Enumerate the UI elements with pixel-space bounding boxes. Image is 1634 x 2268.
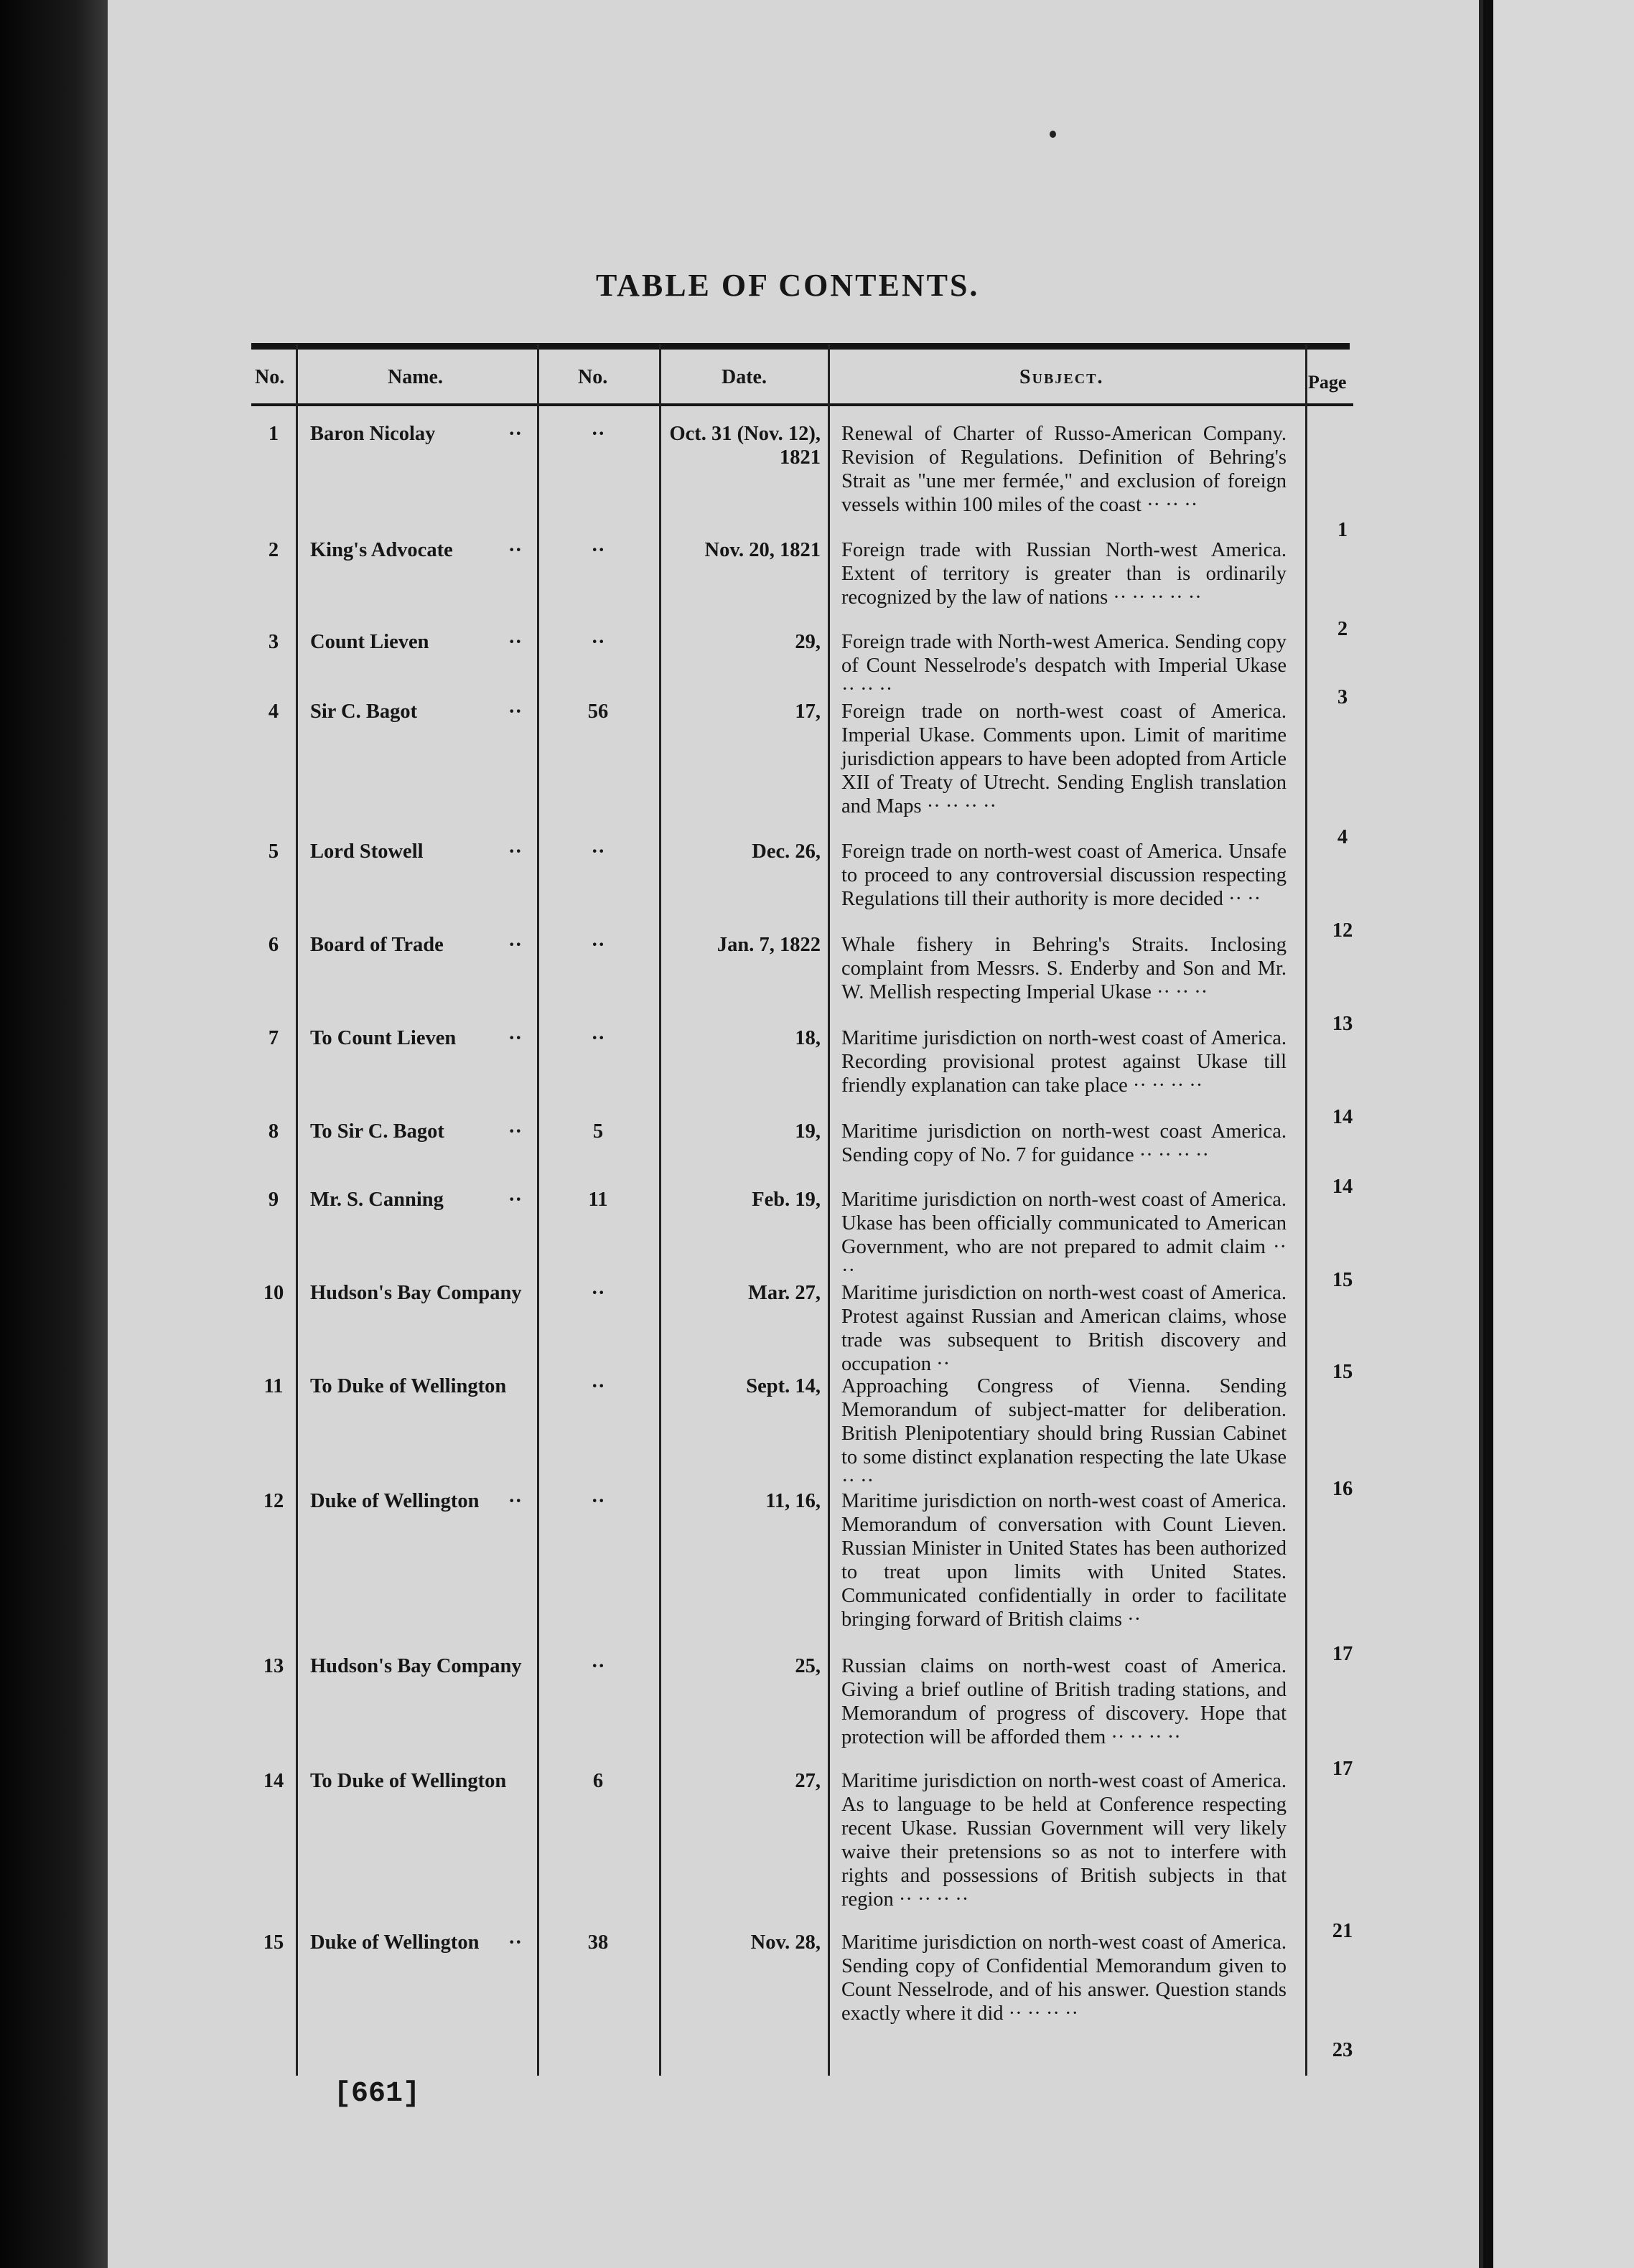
- row-date: 29,: [795, 631, 821, 653]
- row-name: Hudson's Bay Company: [310, 1655, 522, 1677]
- row-number: 10: [263, 1282, 284, 1304]
- column-divider: [828, 345, 830, 2076]
- row-name: To Sir C. Bagot: [310, 1120, 444, 1143]
- row-name: Duke of Wellington: [310, 1490, 480, 1512]
- row-name-leader: ··: [508, 423, 523, 445]
- row-subject: Foreign trade with North-west America. Sending copy of Count Nesselrode's despatch with Imperial Ukase ·· ·· ··: [841, 631, 1287, 700]
- row-page-number: 17: [1332, 1758, 1353, 1780]
- row-date: Sept. 14,: [746, 1375, 821, 1397]
- row-date: Jan. 7, 1822: [716, 934, 821, 956]
- header-no: No.: [255, 366, 285, 388]
- row-name-leader: ··: [508, 1120, 523, 1143]
- row-subject: Maritime jurisdiction on north-west coast of America. Sending copy of Confidential Memorandum given to Count Nesselrode, and of his answer. Question stands exactly where it did ·· ·· ·· ··: [841, 1931, 1287, 2025]
- header-doc-no: No.: [578, 366, 608, 388]
- row-date: 11, 16,: [765, 1490, 821, 1512]
- row-subject: Whale fishery in Behring's Straits. Inclosing complaint from Messrs. S. Enderby and Son and Mr. W. Mellish respecting Imperial Ukase ·· ·· ··: [841, 934, 1287, 1003]
- row-date: Nov. 28,: [750, 1931, 821, 1954]
- row-name: Duke of Wellington: [310, 1931, 480, 1954]
- row-number: 6: [268, 934, 279, 956]
- row-subject: Approaching Congress of Vienna. Sending Memorandum of subject-matter for deliberation. British Plenipotentiary should bring Russian Cabinet to some distinct explanation respecting the late Ukase ·· ··: [841, 1375, 1287, 1492]
- row-number: 4: [268, 700, 279, 723]
- page-footer-number: [661]: [334, 2078, 421, 2110]
- row-name-leader: ··: [508, 631, 523, 653]
- row-name-leader: ··: [508, 1027, 523, 1049]
- row-doc-number: 11: [588, 1189, 608, 1211]
- row-page-number: 14: [1332, 1106, 1353, 1128]
- row-page-number: 15: [1332, 1269, 1353, 1291]
- row-subject: Maritime jurisdiction on north-west coast of America. Memorandum of conversation with Count Lieven. Russian Minister in United States has been authorized to treat upon limits with United States. Communicated confidentially in order to facilitate bringing forward of British claims ··: [841, 1490, 1287, 1631]
- column-divider: [296, 345, 298, 2076]
- row-number: 9: [268, 1189, 279, 1211]
- header-bottom-rule: [251, 403, 1353, 406]
- row-page-number: 13: [1332, 1013, 1353, 1035]
- row-date: 17,: [795, 700, 821, 723]
- row-doc-number: ··: [591, 423, 605, 445]
- row-doc-number: ··: [591, 1282, 605, 1304]
- row-name-leader: ··: [508, 840, 523, 863]
- row-name: Count Lieven: [310, 631, 429, 653]
- row-name: Hudson's Bay Company: [310, 1282, 522, 1304]
- row-name: Board of Trade: [310, 934, 444, 956]
- row-page-number: 12: [1332, 919, 1353, 942]
- row-doc-number: ··: [591, 1375, 605, 1397]
- row-name: Lord Stowell: [310, 840, 424, 863]
- row-subject: Foreign trade on north-west coast of America. Imperial Ukase. Comments upon. Limit of maritime jurisdiction appears to have been adopted from Article XII of Treaty of Utrecht. Sending English translation and Maps ·· ·· ·· ··: [841, 700, 1287, 817]
- row-number: 14: [263, 1770, 284, 1792]
- row-date: Feb. 19,: [752, 1189, 821, 1211]
- row-subject: Maritime jurisdiction on north-west coast of America. Protest against Russian and American claims, whose trade was subsequent to British discovery and occupation ··: [841, 1282, 1287, 1375]
- row-doc-number: ··: [591, 840, 605, 863]
- row-name: To Duke of Wellington: [310, 1375, 507, 1397]
- row-name: King's Advocate: [310, 539, 453, 561]
- row-doc-number: 56: [587, 700, 609, 723]
- adjacent-page-edge: [1493, 0, 1634, 2268]
- row-doc-number: 6: [592, 1770, 604, 1792]
- scan-shadow-left: [0, 0, 108, 2268]
- row-name-leader: ··: [508, 1189, 523, 1211]
- row-date: 18,: [795, 1027, 821, 1049]
- row-name-leader: ··: [508, 539, 523, 561]
- column-divider: [1305, 345, 1307, 2076]
- row-number: 11: [263, 1375, 284, 1397]
- row-date: 19,: [795, 1120, 821, 1143]
- row-doc-number: 5: [592, 1120, 604, 1143]
- row-name-leader: ··: [508, 934, 523, 956]
- page-title: TABLE OF CONTENTS.: [596, 268, 980, 303]
- row-subject: Foreign trade with Russian North-west America. Extent of territory is greater than is ordinarily recognized by the law of nations ·· ·· ·· ·· ··: [841, 539, 1287, 609]
- row-number: 7: [268, 1027, 279, 1049]
- row-subject: Maritime jurisdiction on north-west coast of America. Recording provisional protest against Ukase till friendly explanation can take place ·· ·· ·· ··: [841, 1027, 1287, 1097]
- row-subject: Russian claims on north-west coast of America. Giving a brief outline of British trading stations, and Memorandum of progress of discovery. Hope that protection will be afforded them ·· ·· ·· ··: [841, 1655, 1287, 1748]
- row-page-number: 3: [1337, 686, 1348, 708]
- row-subject: Maritime jurisdiction on north-west coast America. Sending copy of No. 7 for guidance ·· ·· ·· ··: [841, 1120, 1287, 1166]
- row-number: 2: [268, 539, 279, 561]
- row-date: Dec. 26,: [752, 840, 821, 863]
- row-doc-number: ··: [591, 934, 605, 956]
- row-number: 15: [263, 1931, 284, 1954]
- row-number: 8: [268, 1120, 279, 1143]
- row-date: 25,: [795, 1655, 821, 1677]
- row-doc-number: ··: [591, 1027, 605, 1049]
- row-page-number: 2: [1337, 618, 1348, 640]
- row-date: Nov. 20, 1821: [704, 539, 821, 561]
- row-name-leader: ··: [508, 1490, 523, 1512]
- row-page-number: 16: [1332, 1478, 1353, 1500]
- row-number: 5: [268, 840, 279, 863]
- row-page-number: 17: [1332, 1643, 1353, 1665]
- row-name: Baron Nicolay: [310, 423, 436, 445]
- row-date: Oct. 31 (Nov. 12), 1821: [669, 423, 821, 469]
- row-date: 27,: [795, 1770, 821, 1792]
- row-subject: Maritime jurisdiction on north-west coast of America. Ukase has been officially communicated to American Government, who are not prepared to admit claim ·· ··: [841, 1189, 1287, 1282]
- row-page-number: 15: [1332, 1361, 1353, 1383]
- ink-speck: [1050, 131, 1056, 138]
- row-doc-number: ··: [591, 1490, 605, 1512]
- row-subject: Renewal of Charter of Russo-American Company. Revision of Regulations. Definition of Behring's Strait as "une mer fermée," and exclusion of foreign vessels within 100 miles of the coast ·· ·· ··: [841, 423, 1287, 516]
- row-doc-number: ··: [591, 631, 605, 653]
- row-doc-number: ··: [591, 539, 605, 561]
- row-name: Sir C. Bagot: [310, 700, 418, 723]
- row-number: 12: [263, 1490, 284, 1512]
- row-page-number: 23: [1332, 2039, 1353, 2061]
- row-name-leader: ··: [508, 700, 523, 723]
- row-doc-number: ··: [591, 1655, 605, 1677]
- row-page-number: 1: [1337, 519, 1348, 541]
- row-date: Mar. 27,: [747, 1282, 821, 1304]
- header-subject: Subject.: [1019, 366, 1104, 388]
- row-number: 1: [268, 423, 279, 445]
- row-page-number: 4: [1337, 826, 1348, 848]
- row-doc-number: 38: [587, 1931, 609, 1954]
- row-number: 13: [263, 1655, 284, 1677]
- row-page-number: 21: [1332, 1920, 1353, 1942]
- row-name: To Count Lieven: [310, 1027, 457, 1049]
- table-top-rule: [251, 343, 1350, 350]
- header-name: Name.: [388, 366, 443, 388]
- header-page: Page: [1308, 372, 1347, 393]
- row-name-leader: ··: [508, 1931, 523, 1954]
- row-name: To Duke of Wellington: [310, 1770, 507, 1792]
- row-page-number: 14: [1332, 1176, 1353, 1198]
- header-date: Date.: [722, 366, 767, 388]
- row-subject: Foreign trade on north-west coast of America. Unsafe to proceed to any controversial discussion respecting Regulations till their authority is more decided ·· ··: [841, 840, 1287, 910]
- row-name: Mr. S. Canning: [310, 1189, 444, 1211]
- column-divider: [537, 345, 539, 2076]
- row-number: 3: [268, 631, 279, 653]
- row-subject: Maritime jurisdiction on north-west coast of America. As to language to be held at Conference respecting recent Ukase. Russian Government will very likely waive their pretensions so as not to interfere with rights and possessions of British subjects in that region ·· ·· ·· ··: [841, 1770, 1287, 1911]
